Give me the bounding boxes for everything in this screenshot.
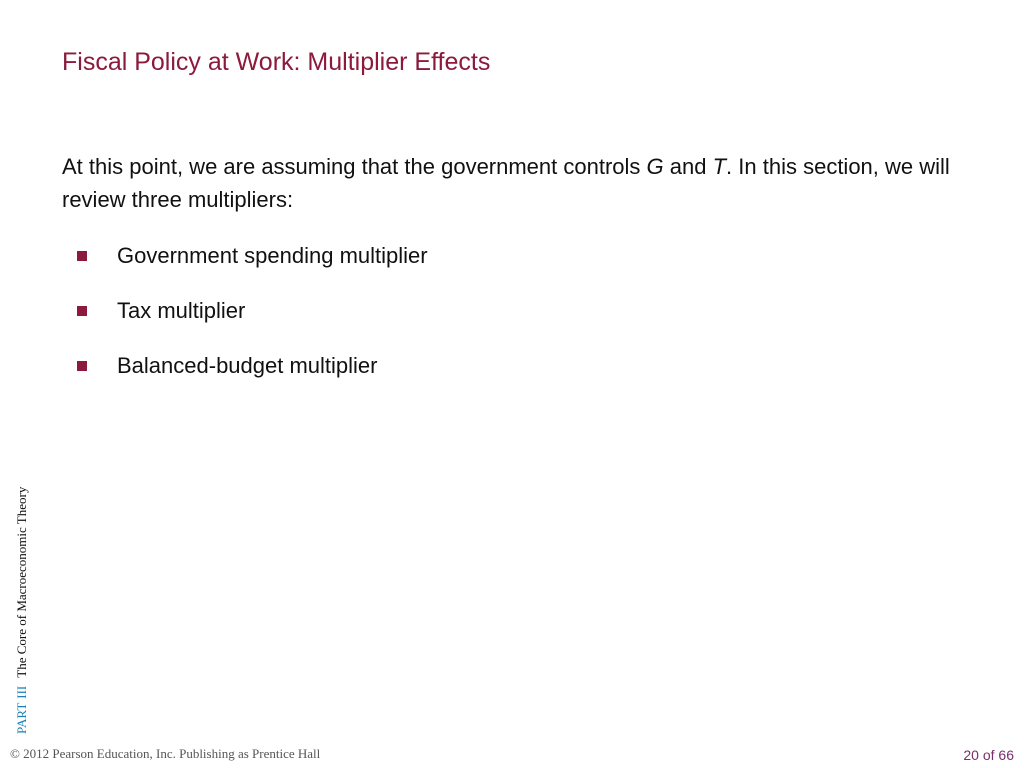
part-sidebar [12,434,32,734]
bullet-text: Tax multiplier [117,298,246,323]
square-bullet-icon [77,251,87,261]
bullet-text: Government spending multiplier [117,243,428,268]
part-number: III [14,685,29,699]
intro-variable-t: T [712,154,727,179]
square-bullet-icon [77,361,87,371]
part-sidebar-text [12,434,32,734]
intro-variable-g: G [646,154,664,179]
bullet-item [74,350,428,382]
part-label: PART [14,702,29,734]
square-bullet-icon [77,306,87,316]
bullet-text: Balanced-budget multiplier [117,353,378,378]
copyright-footer: © 2012 Pearson Education, Inc. Publishing as Prentice Hall [10,746,321,761]
intro-text-part2: and [663,154,713,179]
part-title: The Core of Macroeconomic Theory [14,486,29,678]
bullet-item [74,295,428,327]
bullet-item [74,240,428,272]
intro-text-part3: . In this section, we will review three multipliers: [62,154,950,212]
page-indicator: 20 of 66 [963,747,1014,763]
bullet-list [74,240,428,405]
slide-title: Fiscal Policy at Work: Multiplier Effects [62,48,491,76]
intro-paragraph [62,150,952,216]
intro-text-part1: At this point, we are assuming that the government controls [62,154,647,179]
